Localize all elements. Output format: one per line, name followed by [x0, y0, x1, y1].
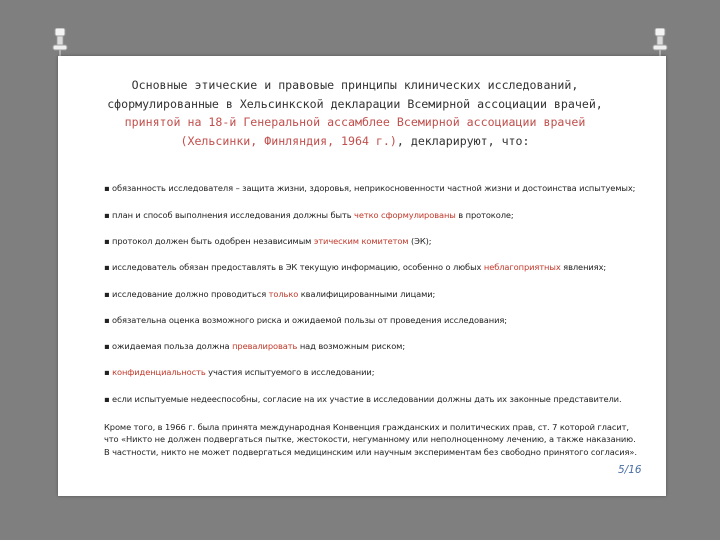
list-item-text: ▪ обязательна оценка возможного риска и ожидаемой пользы от проведения исследования; [104, 315, 507, 325]
list-item-text-end: в протоколе; [455, 210, 514, 220]
list-item-highlight: превалировать [232, 341, 298, 351]
list-item-highlight: неблагоприятных [483, 262, 561, 272]
list-item-highlight: только [268, 289, 299, 299]
title-line-4 [40, 132, 670, 151]
list-item-text: ▪ [104, 367, 113, 377]
convention-note [104, 421, 644, 458]
list-item [104, 236, 431, 246]
list-item [104, 183, 635, 193]
list-item-text-end: явлениях; [560, 262, 607, 272]
title-line-3: принятой на 18-й Генеральной ассамблее Всемирной ассоциации врачей [124, 115, 586, 129]
list-item-text-end: над возможным риском; [297, 341, 406, 351]
list-item-text-end: участия испытуемого в исследовании; [205, 367, 375, 377]
note-line-2: что «Никто не должен подвергаться пытке, жестокости, негуманному или неполноценному лечению, а также наказанию. [104, 434, 636, 445]
title-place-date: (Хельсинки, Финляндия, 1964 г.) [180, 133, 397, 148]
list-item-highlight: четко сформулированы [354, 210, 456, 220]
list-item [104, 315, 507, 325]
list-item-highlight: конфиденциальность [112, 367, 206, 377]
slide-title [40, 76, 670, 150]
list-item-text: ▪ ожидаемая польза должна [104, 341, 233, 351]
list-item-highlight: этическим комитетом [313, 236, 409, 246]
page-number: 5/16 [618, 464, 642, 476]
list-item-text: ▪ исследователь обязан предоставлять в ЭК текущую информацию, особенно о любых [104, 262, 484, 272]
note-line-3: В частности, никто не может подвергаться медицинским или научным экспериментам без свободно принятого согласия». [104, 446, 637, 457]
list-item [104, 210, 514, 220]
list-item [104, 289, 435, 299]
list-item-text: ▪ протокол должен быть одобрен независимым [104, 236, 314, 246]
title-line-1: Основные этические и правовые принципы клинических исследований, [131, 78, 579, 92]
list-item-text-end: квалифицированными лицами; [298, 289, 436, 299]
title-line-4-rest: , декларируют, что: [396, 133, 530, 148]
list-item-text: ▪ обязанность исследователя – защита жизни, здоровья, неприкосновенности частной жизни и достоинства испытуемых; [104, 183, 636, 193]
title-line-2: сформулированные в Хельсинкской декларации Всемирной ассоциации врачей, [107, 96, 603, 111]
pushpin-right-icon [652, 28, 668, 56]
list-item-text: ▪ план и способ выполнения исследования должны быть [104, 210, 355, 220]
list-item [104, 394, 622, 404]
list-item [104, 262, 606, 272]
list-item-text-end: (ЭК); [408, 236, 432, 246]
note-line-1: Кроме того, в 1966 г. была принята международная Конвенция гражданских и политических прав, ст. 7 которой гласит, [104, 422, 629, 432]
list-item [104, 367, 374, 377]
list-item-text: ▪ исследование должно проводиться [104, 289, 269, 299]
list-item [104, 341, 405, 351]
pushpin-left-icon [52, 28, 68, 56]
list-item-text: ▪ если испытуемые недееспособны, согласие на их участие в исследовании должны дать их законные представители. [104, 394, 622, 404]
